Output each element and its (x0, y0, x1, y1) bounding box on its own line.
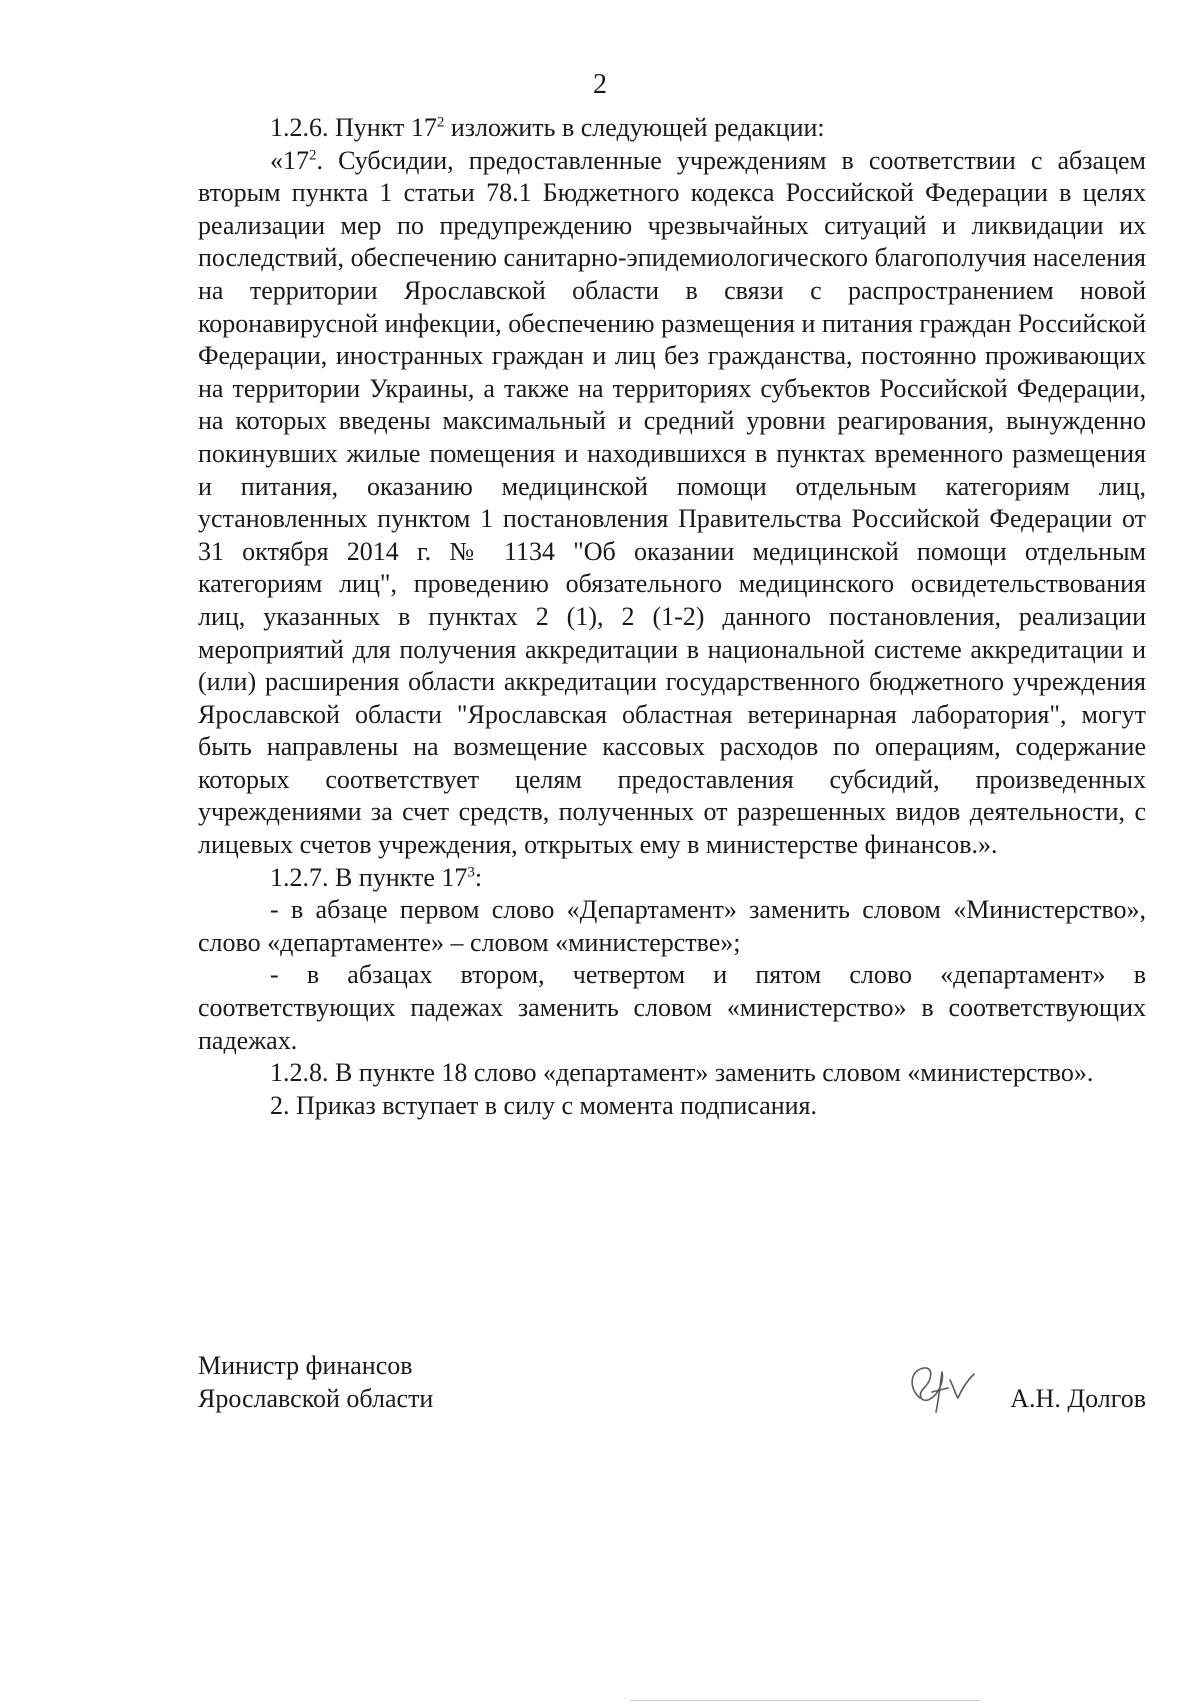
document-body (198, 112, 1146, 1122)
paragraph-17-2-body: . Субсидии, предоставленные учреждениям в соответствии с абзацем вторым пункта 1 статьи 78.1 Бюджетного кодекса Российской Федерации в целях реализации мер по предупреждению чрезвычайных ситуаций и ликвидации их последствий, обеспечению санитарно-эпидемиологического благополучия населения на территории Ярославской области в связи с распространением новой коронавирусной инфекции, обеспечению размещения и питания граждан Российской Федерации, иностранных граждан и лиц без гражданства, постоянно проживающих на территории Украины, а также на территориях субъектов Российской Федерации, на которых введены максимальный и средний уровни реагирования, вынужденно покинувших жилые помещения и находившихся в пунктах временного размещения и питания, оказанию медицинской помощи отдельным категориям лиц, установленных пунктом 1 постановления Правительства Российской Федерации от 31 октября 2014 г. № 1134 "Об оказании медицинской помощи отдельным категориям лиц", проведению обязательного медицинского освидетельствования лиц, указанных в пунктах 2 (1), 2 (1-2) данного постановления, реализации мероприятий для получения аккредитации в национальной системе аккредитации и (или) расширения области аккредитации государственного бюджетного учреждения Ярославской области "Ярославская областная ветеринарная лаборатория", могут быть направлены на возмещение кассовых расходов по операциям, содержание которых соответствует целям предоставления субсидий, произведенных учреждениями за счет средств, полученных от разрешенных видов деятельности, с лицевых счетов учреждения, открытых ему в министерстве финансов.». (198, 145, 1146, 860)
handwritten-signature (898, 1358, 988, 1418)
page-number: 2 (593, 69, 607, 100)
signature-block (198, 1350, 1146, 1415)
superscript: 3 (467, 864, 475, 880)
paragraph-1-2-6 (198, 112, 1146, 145)
paragraph-17-2-start: «17 (270, 145, 309, 175)
superscript: 2 (309, 146, 317, 163)
scan-edge-line (630, 1700, 980, 1701)
signatory-position-line-1: Министр финансов (198, 1351, 413, 1380)
paragraph-1-2-7 (198, 862, 1146, 895)
paragraph-2: 2. Приказ вступает в силу с момента подписания. (270, 1090, 818, 1120)
paragraph-dash-1: - в абзаце первом слово «Департамент» заменить словом «Министерство», слово «департаменте» – словом «министерстве»; (198, 895, 1146, 957)
superscript: 2 (436, 114, 445, 131)
paragraph-1-2-7-text: 1.2.7. В пункте 17 (270, 862, 468, 892)
paragraph-dash-2: - в абзацах втором, четвертом и пятом слово «департамент» в соответствующих падежах заменить словом «министерство» в соответствующих падежах. (198, 960, 1146, 1055)
paragraph-1-2-6-text: 1.2.6. Пункт 17 (270, 113, 437, 142)
signatory-position-line-2: Ярославской области (198, 1383, 434, 1413)
signatory-name: А.Н. Долгов (1010, 1383, 1146, 1413)
paragraph-17-2-text (198, 145, 1146, 862)
paragraph-1-2-6-text-end: изложить в следующей редакции: (444, 113, 825, 142)
paragraph-1-2-7-text-end: : (474, 862, 483, 892)
paragraph-1-2-8: 1.2.8. В пункте 18 слово «департамент» заменить словом «министерство». (270, 1058, 1094, 1088)
